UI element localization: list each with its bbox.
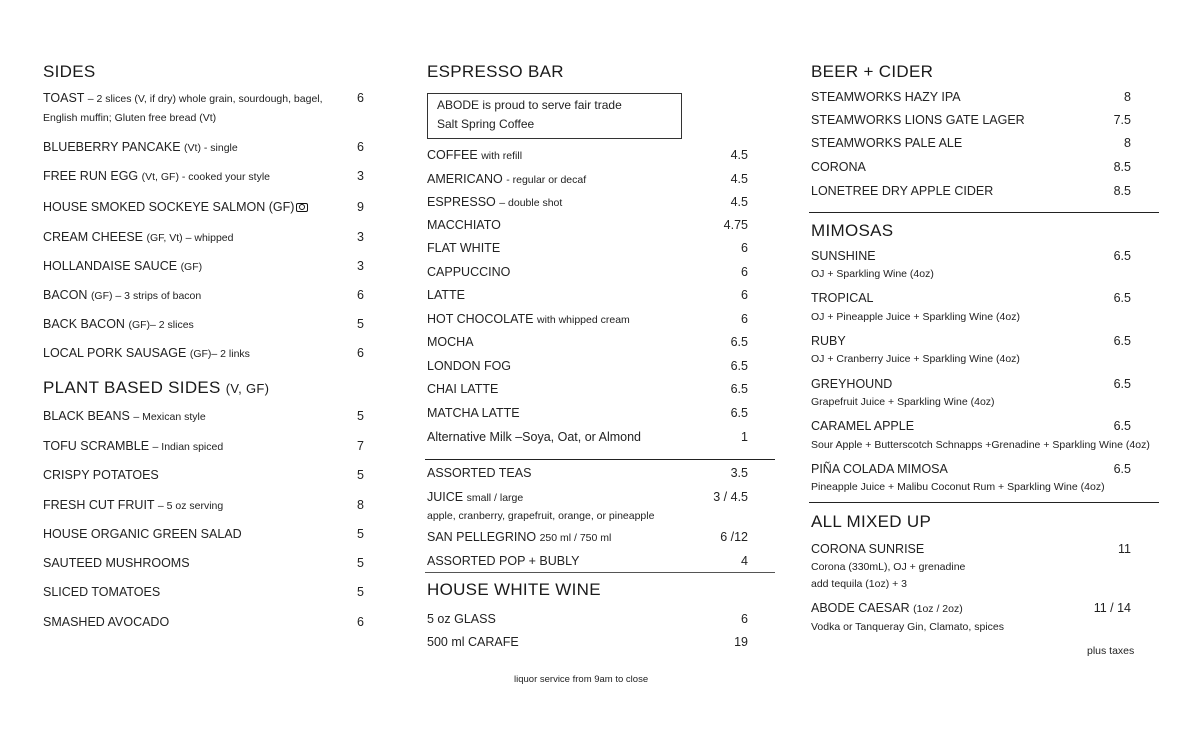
item-sub: OJ + Pineapple Juice + Sparkling Wine (4oz) (811, 311, 1020, 323)
item-name: SMASHED AVOCADO (43, 615, 170, 629)
item-price: 6.5 (1113, 334, 1131, 348)
item-name: Alternative Milk –Soya, Oat, or Almond (427, 430, 641, 444)
item-price: 6.5 (1113, 462, 1131, 476)
menu-item-mushrooms (43, 556, 190, 570)
item-name: FREE RUN EGG (43, 169, 139, 183)
menu-item-hazy-ipa (811, 90, 961, 104)
menu-item-potatoes (43, 468, 159, 482)
item-name: HOT CHOCOLATE (427, 312, 534, 326)
menu-item-americano (427, 172, 586, 186)
item-sub-2: add tequila (1oz) + 3 (811, 578, 908, 590)
menu-item-lager (811, 113, 1025, 127)
item-note: – 2 slices (V, if dry) whole grain, sourdough, bagel, (87, 93, 323, 105)
item-price: 5 (357, 468, 364, 482)
item-name: LOCAL PORK SAUSAGE (43, 346, 187, 360)
menu-item-flat-white (427, 241, 500, 255)
menu-item-macchiato (427, 218, 501, 232)
item-price: 6 (357, 615, 364, 629)
item-sub: OJ + Cranberry Juice + Sparkling Wine (4oz) (811, 353, 1020, 365)
item-price: 6.5 (730, 359, 748, 373)
item-name: CARAMEL APPLE (811, 419, 915, 433)
item-name: HOUSE SMOKED SOCKEYE SALMON (GF) (43, 200, 295, 214)
item-price: 4.75 (723, 218, 748, 232)
coffee-notice-box (427, 93, 682, 139)
item-name: SUNSHINE (811, 249, 876, 263)
item-sub: OJ + Sparkling Wine (4oz) (811, 268, 934, 280)
menu-item-cider (811, 184, 993, 198)
item-sub: Corona (330mL), OJ + grenadine (811, 561, 966, 573)
item-name: SAN PELLEGRINO (427, 530, 537, 544)
item-name: LONETREE DRY APPLE CIDER (811, 184, 994, 198)
item-sub: Vodka or Tanqueray Gin, Clamato, spices (811, 621, 1004, 633)
item-note: (GF)– 2 slices (128, 319, 194, 331)
item-price: 6.5 (730, 406, 748, 420)
item-name: CHAI LATTE (427, 382, 499, 396)
menu-item-tofu (43, 439, 223, 453)
item-price: 11 (1118, 542, 1131, 556)
item-name: RUBY (811, 334, 846, 348)
item-name: STEAMWORKS HAZY IPA (811, 90, 961, 104)
menu-item-bacon (43, 288, 201, 302)
menu-item-caramel-apple (811, 419, 914, 433)
menu-item-alt-milk (427, 430, 641, 444)
item-price: 6.5 (730, 382, 748, 396)
menu-item-espresso (427, 195, 562, 209)
item-name: AMERICANO (427, 172, 503, 186)
menu-item-corona (811, 160, 866, 174)
menu-item-coffee (427, 148, 522, 162)
item-sub: Pineapple Juice + Malibu Coconut Rum + Sparkling Wine (4oz) (811, 481, 1105, 493)
item-name: TOAST (43, 91, 85, 105)
item-note: (GF, Vt) – whipped (146, 232, 234, 244)
menu-item-cream-cheese (43, 230, 233, 244)
item-note: (GF)– 2 links (189, 348, 250, 360)
beer-title: BEER + CIDER (811, 62, 934, 81)
item-name: CAPPUCCINO (427, 265, 511, 279)
item-name: STEAMWORKS PALE ALE (811, 136, 963, 150)
item-price: 19 (734, 635, 748, 649)
item-name: GREYHOUND (811, 377, 893, 391)
item-price: 5 (357, 409, 364, 423)
item-name: CORONA SUNRISE (811, 542, 925, 556)
item-note: 250 ml / 750 ml (539, 532, 612, 544)
item-note: (1oz / 2oz) (913, 603, 963, 615)
item-sub: apple, cranberry, grapefruit, orange, or pineapple (427, 510, 655, 522)
item-sub: Sour Apple + Butterscotch Schnapps +Grenadine + Sparkling Wine (4oz) (811, 439, 1150, 451)
item-price: 11 / 14 (1093, 601, 1131, 615)
item-name: JUICE (427, 490, 464, 504)
item-price: 3 (357, 230, 364, 244)
menu-item-pop (427, 554, 580, 568)
item-price: 6.5 (1113, 249, 1131, 263)
item-name: ESPRESSO (427, 195, 496, 209)
menu-item-avocado (43, 615, 169, 629)
item-price: 5 (357, 556, 364, 570)
item-price: 6 (741, 265, 748, 279)
notice-line: ABODE is proud to serve fair trade (437, 98, 622, 112)
item-note: (GF) (180, 261, 203, 273)
item-name: TROPICAL (811, 291, 874, 305)
menu-item-pale-ale (811, 136, 962, 150)
menu-item-corona-sunrise (811, 542, 924, 556)
menu-item-tomatoes (43, 585, 160, 599)
item-name: TOFU SCRAMBLE (43, 439, 150, 453)
plant-title (43, 378, 269, 398)
item-price: 4.5 (730, 172, 748, 186)
menu-item-pellegrino (427, 530, 611, 544)
item-note: (Vt) - single (184, 142, 238, 154)
item-name: PIÑA COLADA MIMOSA (811, 462, 948, 476)
item-price: 8 (357, 498, 364, 512)
item-name: ASSORTED POP + BUBLY (427, 554, 580, 568)
menu-item-mocha (427, 335, 474, 349)
divider (425, 459, 775, 460)
item-name: LONDON FOG (427, 359, 512, 373)
item-name: MOCHA (427, 335, 474, 349)
item-price: 8 (1124, 136, 1131, 150)
menu-item-greyhound (811, 377, 892, 391)
item-note: – double shot (499, 197, 563, 209)
item-name: LATTE (427, 288, 465, 302)
menu-item-cappuccino (427, 265, 510, 279)
menu-item-latte (427, 288, 465, 302)
item-price: 8 (1124, 90, 1131, 104)
menu-item-sunshine (811, 249, 876, 263)
menu-item-ruby (811, 334, 846, 348)
menu-item-toast (43, 91, 323, 105)
item-price: 9 (357, 200, 364, 214)
menu-item-teas (427, 466, 531, 480)
item-price: 6 (357, 288, 364, 302)
item-price: 1 (741, 430, 748, 444)
espresso-title: ESPRESSO BAR (427, 62, 564, 81)
item-note: – Mexican style (133, 411, 206, 423)
item-note: (Vt, GF) - cooked your style (141, 171, 271, 183)
item-name: MACCHIATO (427, 218, 501, 232)
item-note: - regular or decaf (506, 174, 587, 186)
item-name: MATCHA LATTE (427, 406, 520, 420)
menu-item-tropical (811, 291, 874, 305)
item-price: 6 (741, 612, 748, 626)
item-price: 8.5 (1113, 184, 1131, 198)
menu-item-hollandaise (43, 259, 202, 273)
menu-item-london-fog (427, 359, 511, 373)
item-note: – Indian spiced (152, 441, 224, 453)
item-name: 5 oz GLASS (427, 612, 496, 626)
item-price: 6.5 (730, 335, 748, 349)
sides-title: SIDES (43, 62, 96, 81)
plant-title-text: PLANT BASED SIDES (43, 378, 221, 397)
item-price: 7.5 (1113, 113, 1131, 127)
item-price: 6 /12 (720, 530, 748, 544)
menu-item-chai-latte (427, 382, 498, 396)
item-price: 6.5 (1113, 291, 1131, 305)
item-name: STEAMWORKS LIONS GATE LAGER (811, 113, 1025, 127)
menu-item-matcha-latte (427, 406, 520, 420)
item-note: with whipped cream (536, 314, 630, 326)
item-price: 6 (357, 91, 364, 105)
item-price: 6 (357, 140, 364, 154)
menu-item-carafe (427, 635, 519, 649)
item-name: BACK BACON (43, 317, 125, 331)
menu-item-black-beans (43, 409, 206, 423)
item-name: CRISPY POTATOES (43, 468, 159, 482)
item-name: BACON (43, 288, 88, 302)
mimosas-title: MIMOSAS (811, 221, 894, 240)
item-note: – 5 oz serving (157, 500, 224, 512)
item-name: CREAM CHEESE (43, 230, 144, 244)
menu-item-back-bacon (43, 317, 194, 331)
divider (809, 502, 1159, 503)
item-note: small / large (466, 492, 524, 504)
item-name: CORONA (811, 160, 866, 174)
item-price: 5 (357, 527, 364, 541)
item-price: 4.5 (730, 148, 748, 162)
item-name: BLACK BEANS (43, 409, 130, 423)
item-price: 3 / 4.5 (713, 490, 748, 504)
item-price: 4 (741, 554, 748, 568)
item-price: 6 (741, 312, 748, 326)
menu-item-glass (427, 612, 496, 626)
item-price: 3.5 (730, 466, 748, 480)
item-name: FLAT WHITE (427, 241, 501, 255)
divider (425, 572, 775, 573)
item-price: 7 (357, 439, 364, 453)
item-sub: English muffin; Gluten free bread (Vt) (43, 112, 217, 124)
item-price: 6.5 (1113, 419, 1131, 433)
item-name: ASSORTED TEAS (427, 466, 532, 480)
taxes-note: plus taxes (1087, 645, 1135, 657)
menu-item-salad (43, 527, 242, 541)
item-sub: Grapefruit Juice + Sparkling Wine (4oz) (811, 396, 995, 408)
item-name: FRESH CUT FRUIT (43, 498, 155, 512)
item-price: 8.5 (1113, 160, 1131, 174)
item-name: SAUTEED MUSHROOMS (43, 556, 190, 570)
item-price: 3 (357, 259, 364, 273)
item-name: SLICED TOMATOES (43, 585, 161, 599)
item-price: 6 (357, 346, 364, 360)
mixed-title: ALL MIXED UP (811, 512, 932, 531)
menu-item-fruit (43, 498, 223, 512)
menu-item-sausage (43, 346, 250, 360)
menu-item-egg (43, 169, 270, 183)
item-price: 4.5 (730, 195, 748, 209)
item-price: 6 (741, 241, 748, 255)
item-price: 6.5 (1113, 377, 1131, 391)
item-name: BLUEBERRY PANCAKE (43, 140, 181, 154)
plant-title-note: (V, GF) (225, 381, 270, 396)
liquor-footnote: liquor service from 9am to close (514, 674, 649, 685)
item-name: COFFEE (427, 148, 478, 162)
item-price: 5 (357, 317, 364, 331)
item-price: 3 (357, 169, 364, 183)
wine-title: HOUSE WHITE WINE (427, 580, 601, 599)
menu-item-hot-chocolate (427, 312, 630, 326)
notice-line: Salt Spring Coffee (437, 117, 535, 131)
item-price: 6 (741, 288, 748, 302)
menu-item-pina-colada (811, 462, 948, 476)
menu-item-caesar (811, 601, 963, 615)
item-name: HOUSE ORGANIC GREEN SALAD (43, 527, 242, 541)
item-name: HOLLANDAISE SAUCE (43, 259, 178, 273)
item-note: (GF) – 3 strips of bacon (90, 290, 202, 302)
item-name: ABODE CAESAR (811, 601, 910, 615)
menu-item-salmon (43, 200, 308, 214)
menu-item-juice (427, 490, 523, 504)
menu-item-pancake (43, 140, 238, 154)
item-price: 5 (357, 585, 364, 599)
item-note: with refill (481, 150, 523, 162)
item-name: 500 ml CARAFE (427, 635, 519, 649)
divider (809, 212, 1159, 213)
